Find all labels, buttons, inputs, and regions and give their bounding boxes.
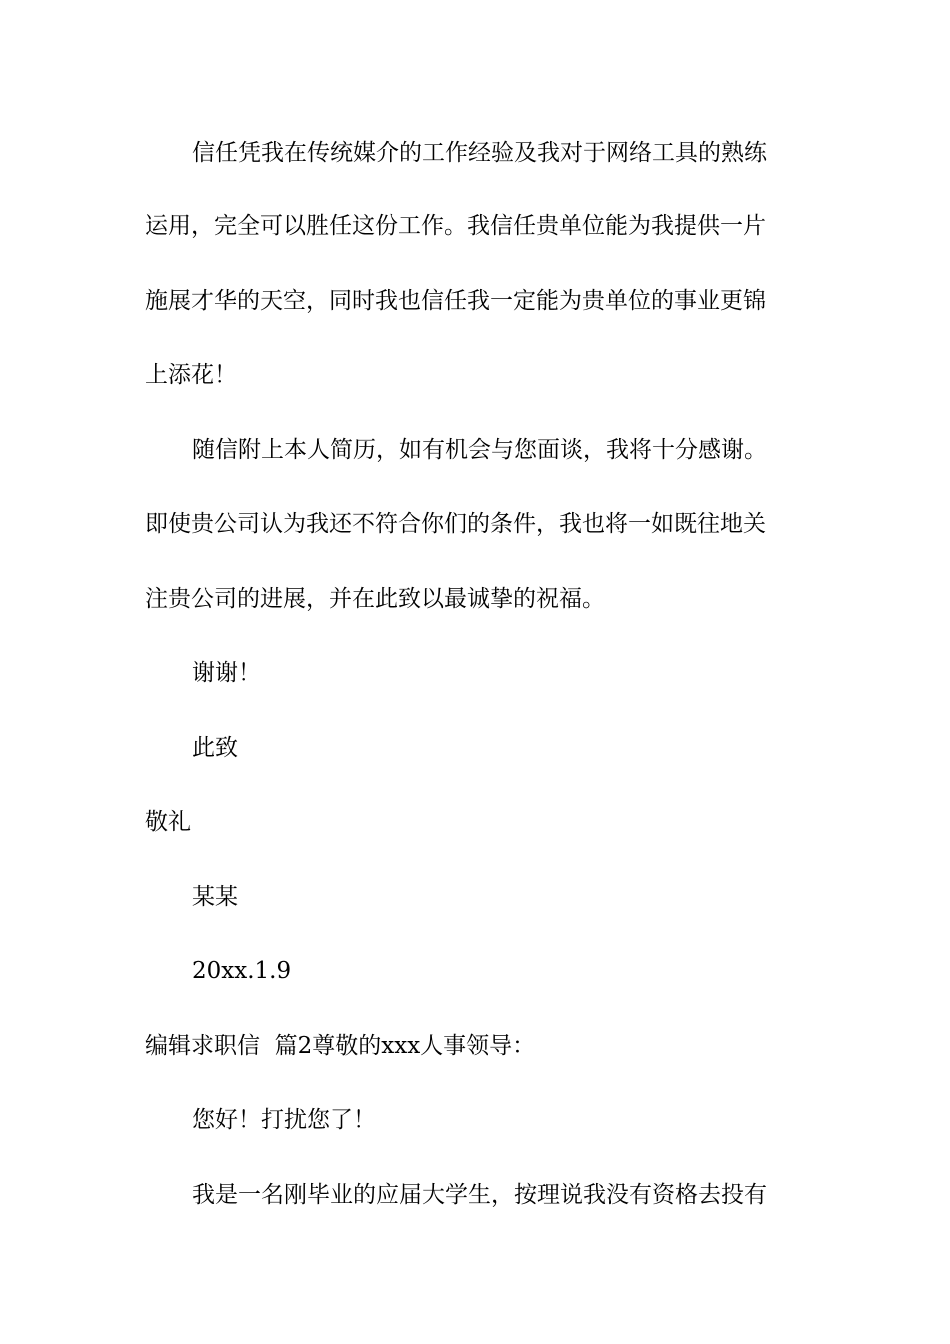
salute-line: 敬礼 [145, 809, 191, 835]
greeting-line: 您好！打扰您了！ [192, 1107, 376, 1133]
thanks-line: 谢谢！ [192, 660, 261, 686]
paragraph-line: 上添花！ [145, 362, 237, 388]
paragraph-line: 信任凭我在传统媒介的工作经验及我对于网络工具的熟练 [192, 140, 767, 166]
paragraph-line: 运用，完全可以胜任这份工作。我信任贵单位能为我提供一片 [145, 213, 766, 239]
paragraph-line: 注贵公司的进展，并在此致以最诚挚的祝福。 [145, 586, 605, 612]
paragraph-line: 施展才华的天空，同时我也信任我一定能为贵单位的事业更锦 [145, 288, 766, 314]
closing-line: 此致 [192, 735, 238, 761]
date-line: 20xx.1.9 [192, 958, 292, 984]
paragraph-line: 即使贵公司认为我还不符合你们的条件，我也将一如既往地关 [145, 511, 766, 537]
section-heading: 编辑求职信 篇2尊敬的xxx人事领导： [145, 1033, 536, 1059]
paragraph-line: 我是一名刚毕业的应届大学生，按理说我没有资格去投有 [192, 1182, 767, 1208]
signature-line: 某某 [192, 884, 238, 910]
paragraph-line: 随信附上本人简历，如有机会与您面谈，我将十分感谢。 [192, 437, 767, 463]
